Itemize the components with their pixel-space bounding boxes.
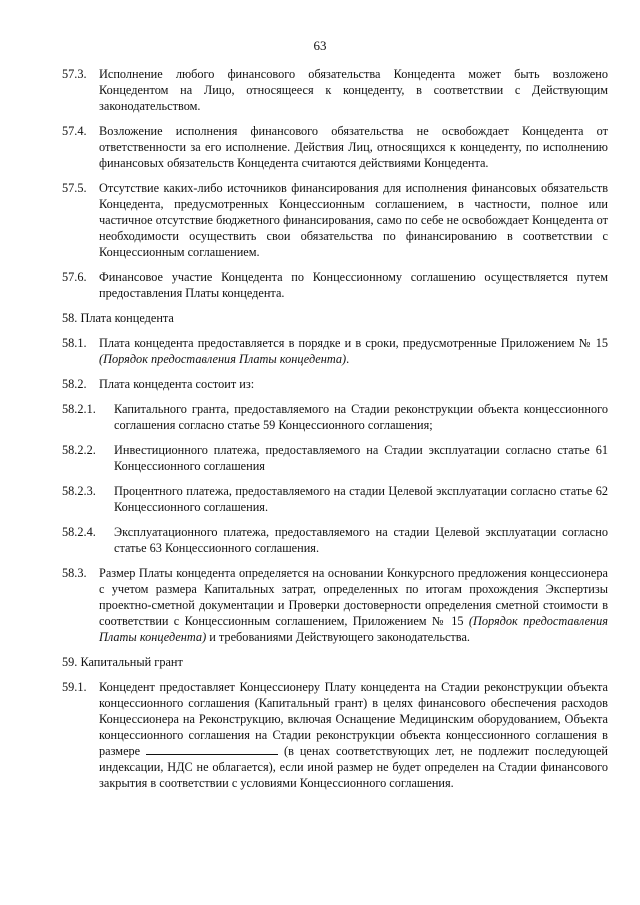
clause-58-2-4 (62, 524, 608, 556)
clause-text: Инвестиционного платежа, предоставляемого на Стадии эксплуатации согласно статье 61 Концессионного соглашения (114, 443, 608, 473)
clause-58-2-3 (62, 483, 608, 515)
clause-number: 58.2.3. (62, 484, 96, 498)
clause-text: Исполнение любого финансового обязательства Концедента может быть возложено Концедентом на Лицо, относящееся к концеденту, в соответствии с Действующим законодательством. (99, 67, 608, 113)
clause-57-4 (62, 123, 608, 171)
clause-text-main: Плата концедента предоставляется в порядке и в сроки, предусмотренные Приложением № 15 (99, 336, 608, 350)
document-body (62, 66, 608, 800)
section-heading-58: 58. Плата концедента (62, 311, 174, 325)
clause-text: Процентного платежа, предоставляемого на стадии Целевой эксплуатации согласно статье 62 Концессионного соглашения. (114, 484, 608, 514)
clause-text-main: Концедент предоставляет Концессионеру Плату концедента на Стадии реконструкции объекта концессионного соглашения (Капитальный грант) в целях финансового обеспечения расходов Концессионера на Реконструкцию, включая Оснащение Медицинским оборудованием, Объекта концессионного соглашения на Стадии реконструкции объекта концессионного соглашения в размере (99, 680, 608, 758)
clause-number: 59.1. (62, 680, 87, 694)
clause-text-tail: . (346, 352, 350, 366)
annex-reference: (Порядок предоставления Платы концедента) (99, 614, 609, 644)
clause-text: Плата концедента состоит из: (99, 377, 255, 391)
section-heading-59: 59. Капитальный грант (62, 655, 183, 669)
clause-number: 57.5. (62, 181, 87, 195)
clause-57-6 (62, 269, 608, 301)
clause-text: Капитального гранта, предоставляемого на Стадии реконструкции объекта концессионного соглашения согласно статье 59 Концессионного соглашения; (114, 402, 608, 432)
clause-text (99, 565, 608, 645)
annex-reference: (Порядок предоставления Платы концедента) (99, 352, 347, 366)
clause-text-tail: и требованиями Действующего законодательства. (209, 630, 470, 644)
clause-text: Эксплуатационного платежа, предоставляемого на стадии Целевой эксплуатации согласно статье 63 Концессионного соглашения. (114, 525, 608, 555)
clause-number: 57.4. (62, 124, 87, 138)
clause-text (99, 679, 608, 791)
clause-58-2-2 (62, 442, 608, 474)
clause-number: 58.2.2. (62, 443, 96, 457)
clause-57-5 (62, 180, 608, 260)
clause-text: Возложение исполнения финансового обязательства не освобождает Концедента от ответственности за его исполнение. Действия Лиц, относящихся к концеденту, по исполнению финансовых обязательств Концедента считаются действиями Концедента. (99, 124, 608, 170)
page-number: 63 (313, 38, 327, 53)
clause-text: Отсутствие каких-либо источников финансирования для исполнения финансовых обязательств Концедента, предусмотренных Концессионным соглашением, в частности, полное или частичное отсутствие бюджетного финансирования, само по себе не освобождает Концедента от необходимости осуществить свои обязательства по финансированию в соответствии с Концессионным соглашением. (99, 181, 608, 259)
clause-number: 58.3. (62, 566, 87, 580)
clause-text-main: Размер Платы концедента определяется на основании Конкурсного предложения концессионера с учетом размера Капитальных затрат, определенных по итогам прохождения Экспертизы проектно-сметной документации и Проверки достоверности определения сметной стоимости в соответствии с Концессионным соглашением, Приложением № 15 (99, 566, 608, 628)
clause-58-2 (62, 376, 608, 392)
clause-number: 57.3. (62, 67, 87, 81)
clause-58-3 (62, 565, 608, 645)
amount-blank-line (146, 753, 278, 755)
clause-57-3 (62, 66, 608, 114)
clause-number: 58.1. (62, 336, 87, 350)
clause-58-1 (62, 335, 608, 367)
clause-59-1 (62, 679, 608, 791)
clause-text (99, 335, 608, 367)
clause-number: 57.6. (62, 270, 87, 284)
clause-text-tail: (в ценах соответствующих лет, не подлежит последующей индексации, НДС не облагается), если иной размер не будет определен на Стадии финансового закрытия в соответствии с условиями Концессионного соглашения. (99, 744, 608, 790)
clause-number: 58.2. (62, 377, 87, 391)
clause-58-2-1 (62, 401, 608, 433)
clause-number: 58.2.1. (62, 402, 96, 416)
clause-number: 58.2.4. (62, 525, 96, 539)
clause-text: Финансовое участие Концедента по Концессионному соглашению осуществляется путем предоставления Платы концедента. (99, 270, 608, 300)
